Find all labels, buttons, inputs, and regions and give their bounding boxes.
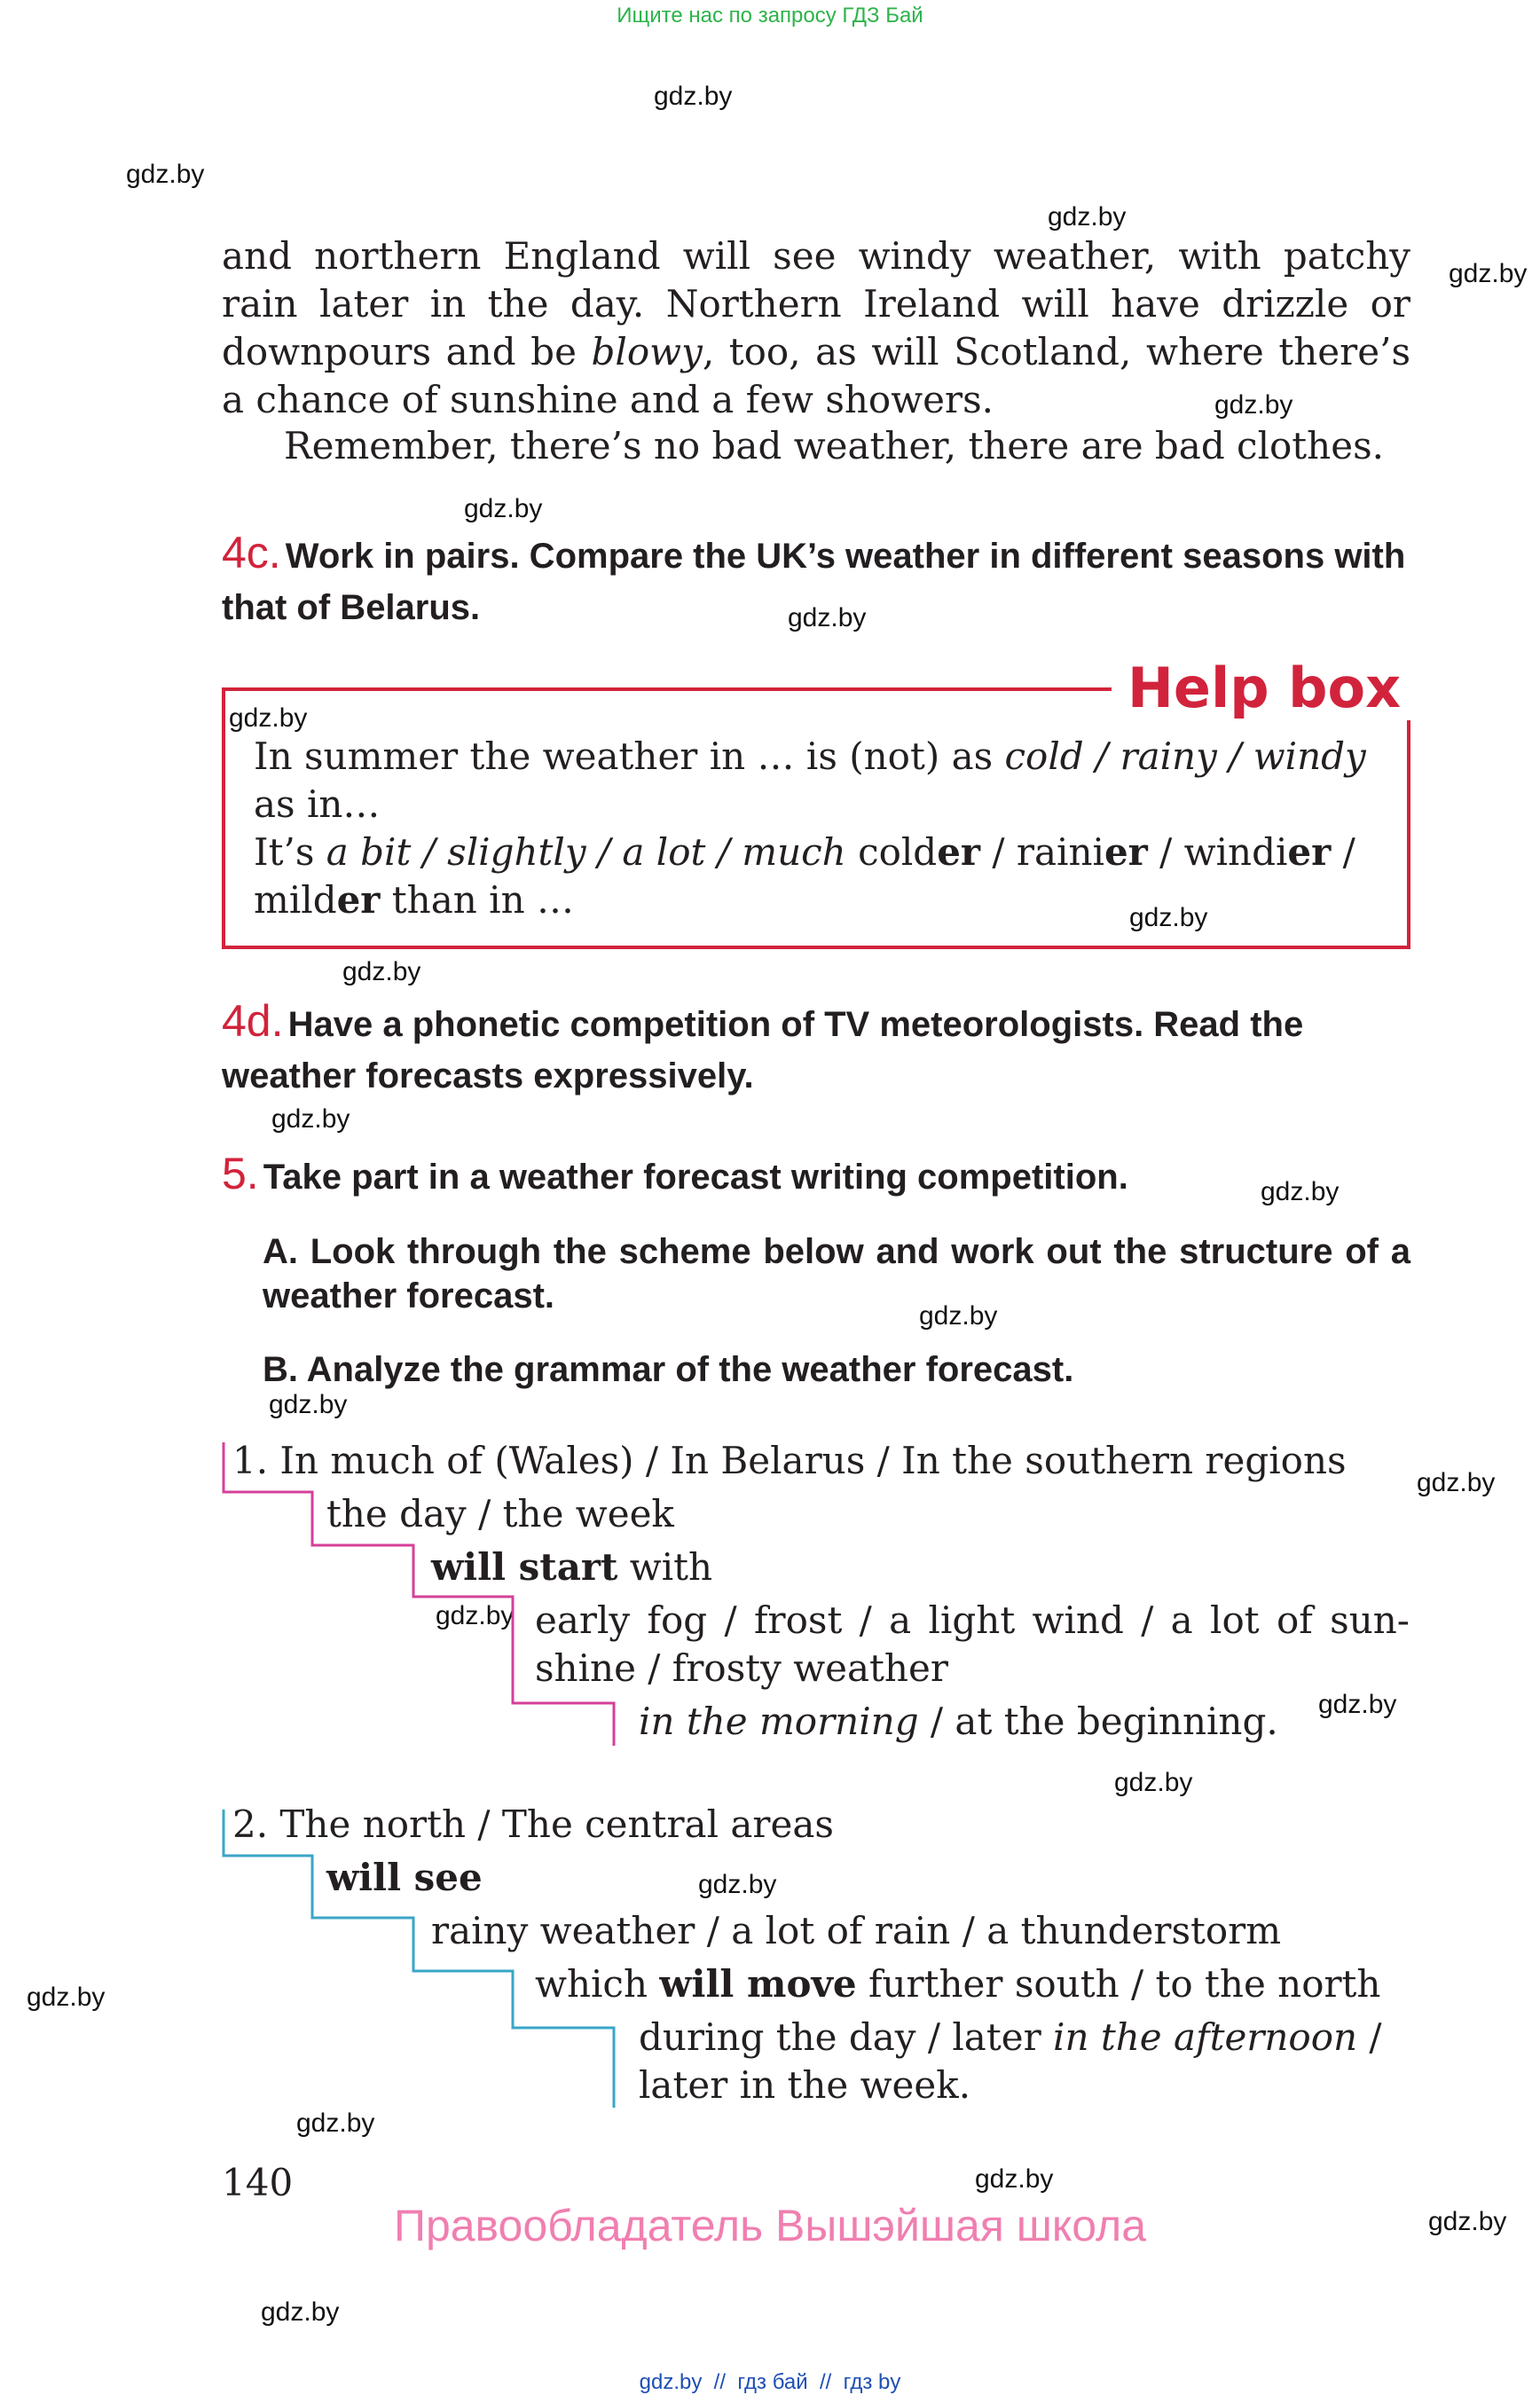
help-line-2: as in… (254, 782, 381, 826)
watermark: gdz.by (436, 1601, 515, 1630)
help-text: / raini (980, 830, 1104, 874)
exercise-number: 4d. (222, 996, 284, 1046)
watermark: gdz.by (975, 2164, 1054, 2194)
watermark: gdz.by (1048, 202, 1127, 232)
watermark: gdz.by (261, 2297, 340, 2327)
scheme2-line-3: rainy weather / a lot of rain / a thunderstorm (431, 1909, 1282, 1952)
watermark: gdz.by (229, 703, 308, 733)
exercise-number: 5. (222, 1149, 259, 1198)
exercise-number: 4c. (222, 528, 281, 577)
scheme2-line-4 (535, 1962, 1381, 2006)
intro-text: and northern England will see windy weather, with patchy rain later in the day. Northern Ireland will have drizzle or downpours and be (222, 234, 1410, 373)
watermark: gdz.by (1449, 259, 1528, 288)
help-text: than in … (380, 878, 574, 922)
watermark: gdz.by (126, 160, 205, 189)
intro-italic: blowy (591, 330, 703, 373)
scheme1-line-6 (639, 1700, 1278, 1743)
copyright-line: Правообладатель Вышэйшая школа (394, 2201, 1146, 2250)
help-text-bold: er (336, 878, 381, 922)
scheme-text: further south / to the north (856, 1962, 1381, 2006)
exercise-5-b: B. Analyze the grammar of the weather forecast. (263, 1350, 1074, 1389)
watermark: gdz.by (464, 494, 543, 523)
remember-line: Remember, there’s no bad weather, there are bad clothes. (284, 424, 1384, 467)
watermark: gdz.by (269, 1390, 348, 1419)
exercise-instruction: Have a phonetic competition of TV meteorologists. Read the weather forecasts expressively. (222, 1005, 1304, 1095)
help-text: mild (254, 878, 337, 922)
page-number: 140 (222, 2161, 294, 2204)
watermark: gdz.by (1261, 1177, 1340, 1206)
scheme2-line-1: 2. The north / The central areas (232, 1802, 834, 1846)
help-text: / windi (1147, 830, 1288, 874)
scheme2-line-6: later in the week. (639, 2063, 971, 2107)
scheme2-line-2: will see (326, 1856, 483, 1899)
watermark: gdz.by (1214, 390, 1293, 420)
help-text-bold: er (937, 830, 981, 874)
scheme-italic: in the morning (639, 1700, 919, 1743)
help-text: It’s (254, 830, 326, 874)
scheme-bold: will move (659, 1962, 857, 2006)
scheme1-line-1: 1. In much of (Wales) / In Belarus / In the southern regions (232, 1439, 1347, 1482)
scheme-text: with (617, 1545, 713, 1589)
scheme-text: / at the beginning. (918, 1700, 1278, 1743)
exercise-instruction: Work in pairs. Compare the UK’s weather in different seasons with that of Belarus. (222, 537, 1406, 627)
help-text: In summer the weather in … is (not) as (254, 734, 1005, 778)
watermark: gdz.by (698, 1870, 777, 1899)
watermark: gdz.by (1318, 1690, 1397, 1719)
watermark: gdz.by (271, 1104, 350, 1134)
intro-text-2: , too, as will Scotland, where there’s a chance of sunshine and a few showers. (222, 330, 1410, 421)
exercise-instruction: Take part in a weather forecast writing competition. (263, 1158, 1128, 1197)
watermark: gdz.by (1428, 2207, 1507, 2236)
watermark: gdz.by (296, 2109, 375, 2138)
scheme2-line (224, 1810, 614, 2108)
help-text-bold: er (1104, 830, 1148, 874)
help-text-italic: cold / rainy / windy (1004, 734, 1366, 778)
watermark: gdz.by (1114, 1768, 1193, 1797)
help-text-italic: a bit / slightly / a lot / much (326, 830, 846, 874)
help-text: / (1331, 830, 1355, 874)
watermark: gdz.by (1129, 903, 1208, 932)
top-banner: Ищите нас по запросу ГДЗ Бай (617, 4, 923, 27)
bottom-links[interactable]: gdz.by // гдз бай // гдз by (639, 2370, 901, 2394)
help-text-bold: er (1287, 830, 1332, 874)
scheme-text: which (535, 1962, 660, 2006)
watermark: gdz.by (919, 1301, 998, 1331)
scheme1-line (224, 1442, 614, 1746)
scheme1-line-4: early fog / frost / a light wind / a lot of sun- (535, 1598, 1410, 1642)
scheme-text: during the day / later (639, 2015, 1054, 2059)
help-text: cold (845, 830, 938, 874)
help-box-title: Help box (1112, 656, 1417, 720)
scheme-bold: will start (431, 1545, 618, 1589)
exercise-5-a: A. Look through the scheme below and work out the structure of a weather forecast. (263, 1232, 1410, 1315)
watermark: gdz.by (27, 1983, 106, 2012)
scheme-italic: in the afternoon (1053, 2015, 1358, 2059)
scheme1-line-2: the day / the week (326, 1492, 674, 1535)
scheme1-line-5: shine / frosty weather (535, 1646, 948, 1690)
watermark: gdz.by (342, 957, 421, 986)
scheme2-line-5 (639, 2015, 1382, 2059)
watermark: gdz.by (788, 603, 867, 632)
scheme-text: / (1357, 2015, 1382, 2059)
watermark: gdz.by (1417, 1468, 1496, 1497)
watermark: gdz.by (654, 82, 733, 111)
scheme1-line-3 (431, 1545, 712, 1589)
